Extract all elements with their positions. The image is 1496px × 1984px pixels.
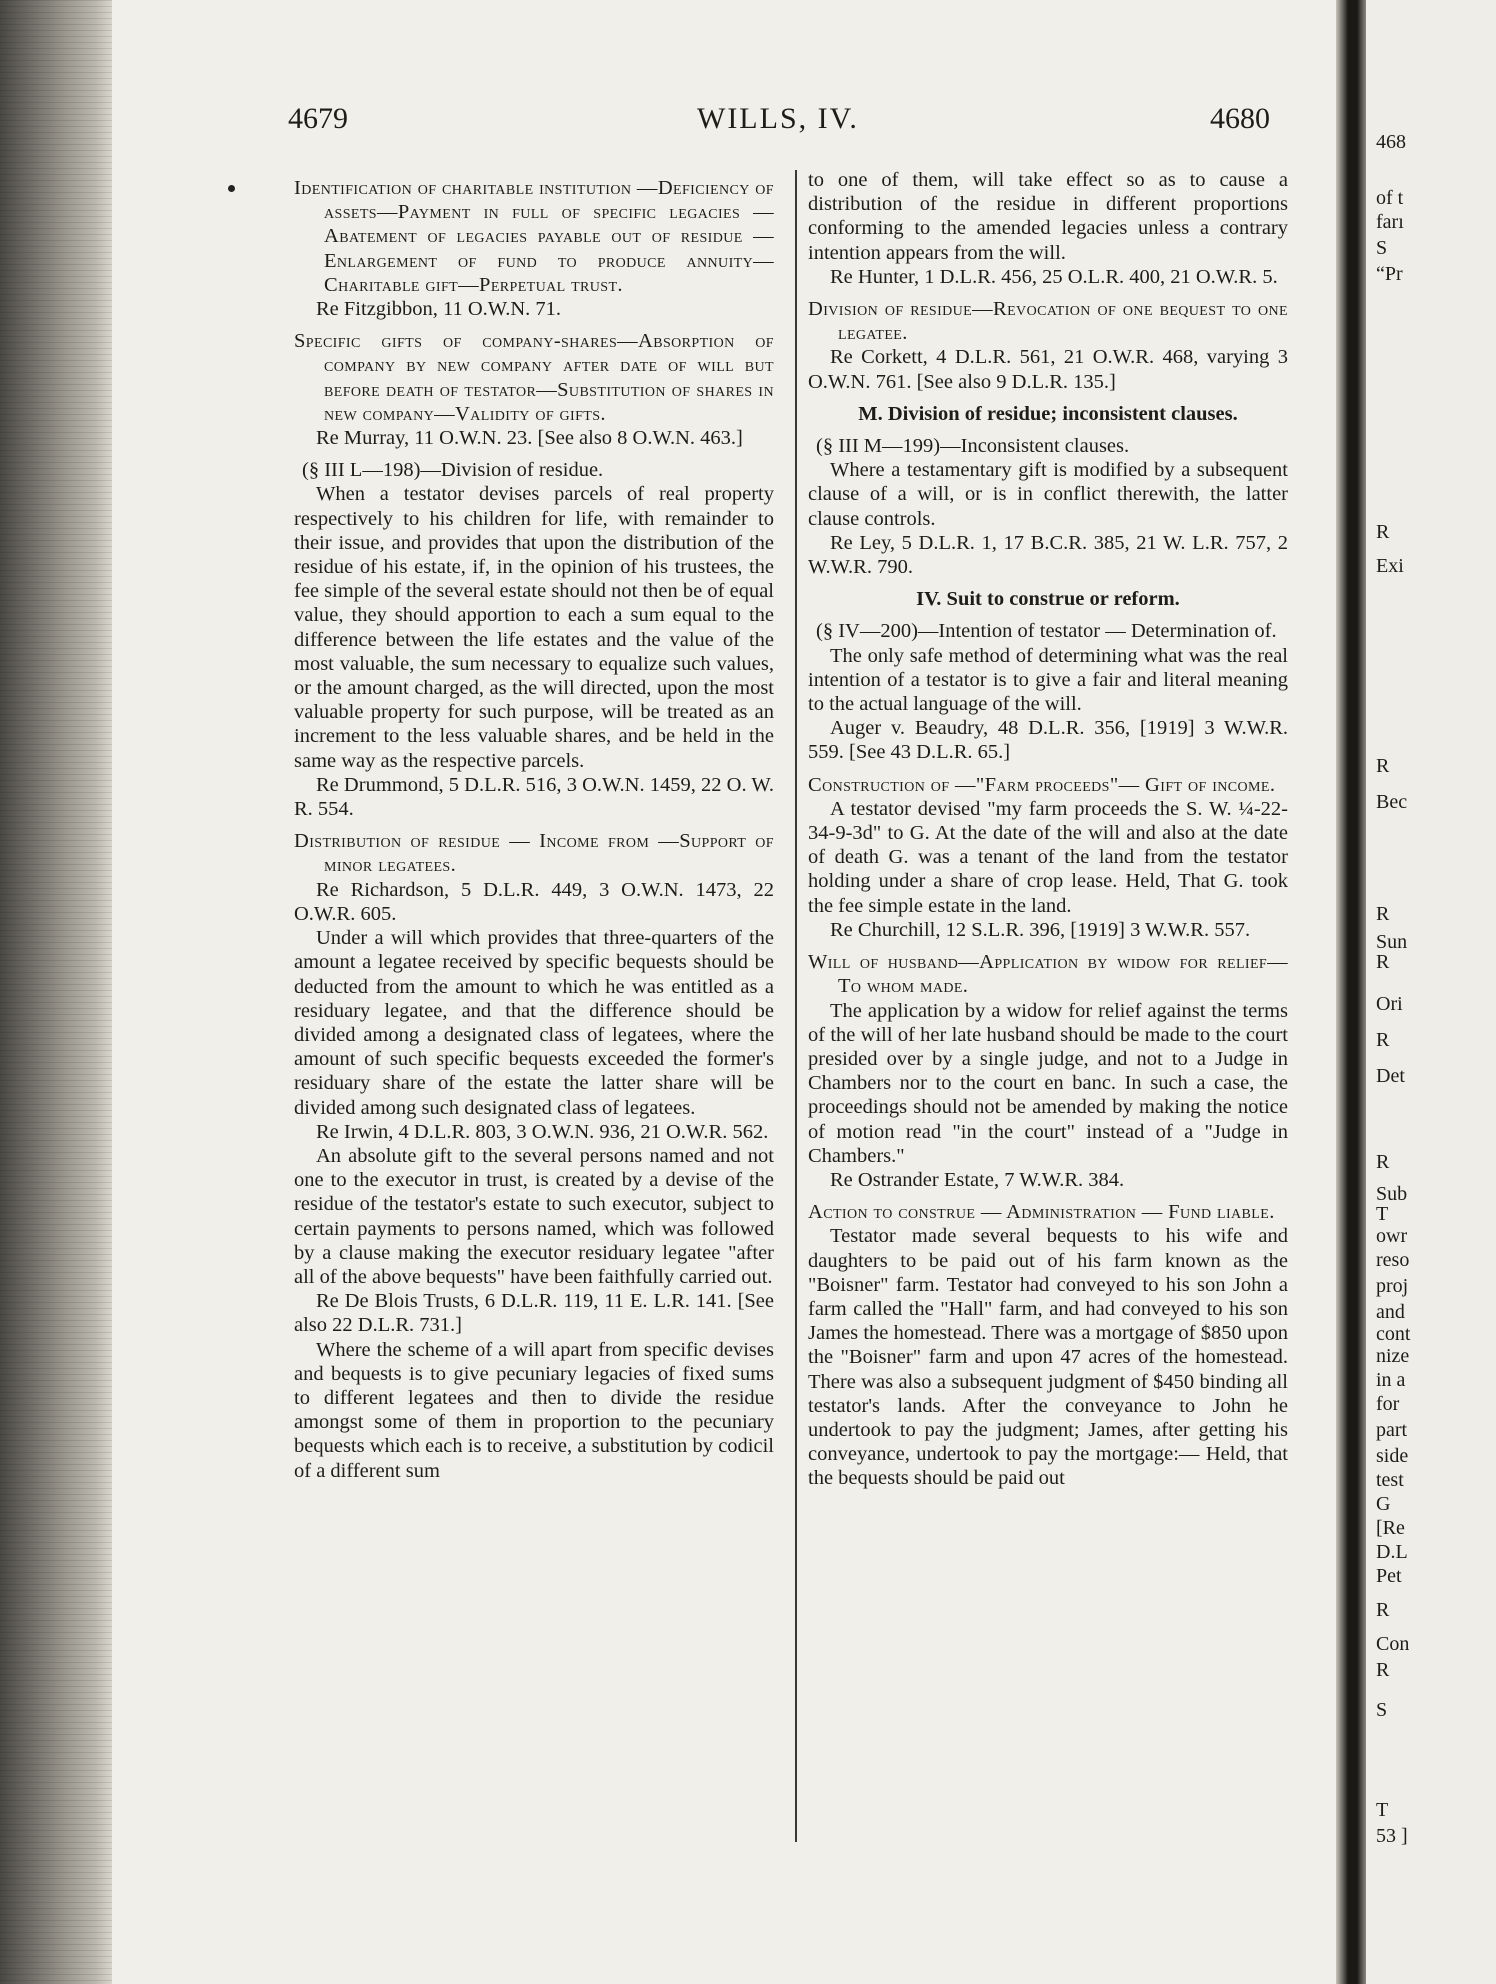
next-page-fragment: R — [1376, 521, 1390, 543]
next-page-fragment: Con — [1376, 1633, 1410, 1655]
next-page-fragment: nize — [1376, 1345, 1410, 1367]
cont-paragraph: to one of them, will take effect so as to cause a distribution of the residue in different proportions conforming to the amended legacies unless a contrary intention appears from the will. — [808, 169, 1288, 264]
body-paragraph: Under a will which provides that three-quarters of the amount a legatee received by specific bequests should be deducted from the amount to which he was entitled as a residuary legatee, and that the difference should be divided among a designated class of legatees, where the amount of such specific bequests exceeded the former's residuary share of the estate the latter share will be divided among such designated class of legatees. — [294, 927, 774, 1119]
next-page-fragment: test — [1376, 1469, 1404, 1491]
next-page-fragment: R — [1376, 755, 1390, 777]
cite-paragraph: Re Drummond, 5 D.L.R. 516, 3 O.W.N. 1459, 22 O. W. R. 554. — [294, 773, 774, 821]
next-page-fragment: “Pr — [1376, 263, 1403, 285]
heading-paragraph — [294, 176, 774, 297]
cite-paragraph: Re Ostrander Estate, 7 W.W.R. 384. — [830, 1168, 1125, 1191]
next-page-fragment: owr — [1376, 1225, 1408, 1247]
next-page-fragment: Pet — [1376, 1565, 1402, 1587]
next-page-fragment: 53 ] — [1376, 1825, 1408, 1847]
cite-paragraph: Re Irwin, 4 D.L.R. 803, 3 O.W.N. 936, 21 O.W.R. 562. — [316, 1120, 769, 1143]
next-page-fragment: G — [1376, 1493, 1391, 1515]
next-page-fragment: 468 — [1376, 131, 1406, 153]
body-paragraph: Where a testamentary gift is modified by a subsequent clause of a will, or is in conflict therewith, the latter clause controls. — [808, 459, 1288, 530]
headnote-caption: Action to construe — Administration — Fund liable. — [808, 1201, 1275, 1224]
cite-paragraph: Re Corkett, 4 D.L.R. 561, 21 O.W.R. 468, varying 3 O.W.N. 761. [See also 9 D.L.R. 135.] — [808, 346, 1288, 393]
body-paragraph: An absolute gift to the several persons named and not one to the executor in trust, is created by a devise of the residue of the testator's estate to such executor, subject to certain payments to persons named, which was followed by a clause making the executor residuary legatee "after all of the above bequests" have been faithfully carried out. — [294, 1144, 774, 1288]
body-paragraph: Testator made several bequests to his wife and daughters to be paid out of his farm known as the "Boisner" farm. Testator had conveyed to his son John a farm called the "Hall" farm, and had conveyed to his son James the homestead. There was a mortgage of $850 upon the "Boisner" farm and upon 47 acres of the homestead. There was also a subsequent judgment of $450 binding all testator's lands. After the conveyance to John he undertook to pay the judgment; James, after getting his conveyance, undertook to pay the mortgage:— Held, that the bequests should be paid out — [808, 1225, 1288, 1490]
next-page-fragment: Exi — [1376, 555, 1404, 577]
body-paragraph: The only safe method of determining what was the real intention of a testator is to give a fair and literal meaning to the actual language of the will. — [808, 644, 1288, 716]
cite-paragraph: Re Fitzgibbon, 11 O.W.N. 71. — [316, 298, 562, 321]
next-page-fragment: for — [1376, 1393, 1400, 1415]
center-paragraph: IV. Suit to construe or reform. — [916, 588, 1180, 611]
headnote-caption: Distribution of residue — Income from —Support of minor legatees. — [294, 830, 774, 877]
next-page-fragment: D.L — [1376, 1541, 1408, 1563]
next-page-fragment: Bec — [1376, 791, 1408, 813]
column-divider-rule — [795, 170, 797, 1842]
next-page-fragment: Ori — [1376, 993, 1403, 1015]
body-paragraph: When a testator devises parcels of real property respectively to his children for life, with remainder to their issue, and provides that upon the distribution of the residue of his estate, if, in the opinion of his trustees, the fee simple of the several estate should not then be of equal value, they should apportion to each a sum equal to the difference between the life estates and the value of the most valuable, the sum necessary to equalize such values, or the amount charged, as the will directed, upon the most valuable property for such purpose, will be treated as an increment to the less valuable shares, and be held in the same way as the respective parcels. — [294, 483, 774, 772]
next-page-fragment: Sub — [1376, 1183, 1408, 1205]
margin-dot-mark — [228, 185, 235, 192]
right-text-column — [808, 168, 1288, 1491]
next-page-fragment: [Re — [1376, 1517, 1405, 1539]
next-page-fragment: R — [1376, 1659, 1390, 1681]
cite-paragraph: Auger v. Beaudry, 48 D.L.R. 356, [1919] 3 W.W.R. 559. [See 43 D.L.R. 65.] — [808, 717, 1288, 764]
adjacent-page-strip — [1366, 0, 1496, 1984]
cite-paragraph: Re De Blois Trusts, 6 D.L.R. 119, 11 E. L.R. 141. [See also 22 D.L.R. 731.] — [294, 1290, 774, 1337]
cite-paragraph: Re Hunter, 1 D.L.R. 456, 25 O.L.R. 400, 21 O.W.R. 5. — [830, 265, 1278, 288]
body-paragraph: The application by a widow for relief against the terms of the will of her late husband should be made to the court presided over by a single judge, and not to a Judge in Chambers nor to the court en banc. In such a case, the proceedings should not be amended by making the notice of motion read "in the court" instead of a "Judge in Chambers." — [808, 999, 1288, 1167]
next-page-fragment: reso — [1376, 1249, 1410, 1271]
cite-paragraph: Re Ley, 5 D.L.R. 1, 17 B.C.R. 385, 21 W. L.R. 757, 2 W.W.R. 790. — [808, 531, 1288, 579]
next-page-fragment: proj — [1376, 1275, 1409, 1297]
next-page-fragment: R — [1376, 1029, 1390, 1051]
next-page-fragment: S — [1376, 237, 1388, 259]
next-page-fragment: T — [1376, 1799, 1389, 1821]
section-paragraph: (§ IV—200)—Intention of testator — Determination of. — [816, 620, 1277, 643]
section-paragraph: (§ III M—199)—Inconsistent clauses. — [816, 435, 1130, 458]
running-title: WILLS, IV. — [697, 102, 859, 135]
right-page-number: 4680 — [1210, 102, 1270, 135]
cite-paragraph: Re Murray, 11 O.W.N. 23. [See also 8 O.W.N. 463.] — [316, 427, 743, 450]
next-page-fragment: S — [1376, 1699, 1388, 1721]
headnote-caption: Identification of charitable institution —Deficiency of assets—Payment in full of specific legacies — Abatement of legacies payable out of residue — Enlargement of fund to produce annuity—Charitable gift—Perpetual trust. — [294, 177, 774, 296]
next-page-fragment: part — [1376, 1419, 1408, 1441]
headnote-caption: Division of residue—Revocation of one bequest to one legatee. — [808, 298, 1288, 345]
subhead-paragraph: M. Division of residue; inconsistent clauses. — [858, 402, 1238, 425]
headnote-caption: Specific gifts of company-shares—Absorption of company by new company after date of will but before death of testator—Substitution of shares in new company—Validity of gifts. — [294, 330, 774, 425]
headnote-caption: Will of husband—Application by widow for relief—To whom made. — [808, 951, 1288, 998]
next-page-fragment: Det — [1376, 1065, 1405, 1087]
next-page-fragment: R — [1376, 1151, 1390, 1173]
heading-paragraph — [808, 1200, 1288, 1224]
next-page-fragment: and — [1376, 1301, 1405, 1323]
page-edges-texture — [0, 0, 112, 1984]
body-paragraph: Where the scheme of a will apart from specific devises and bequests is to give pecuniary legacies of fixed sums to different legatees and then to divide the residue amongst some of them in proportion to the pecuniary bequests which each is to receive, a substitution by codicil of a different sum — [294, 1338, 774, 1482]
next-page-fragment: Sun — [1376, 931, 1408, 953]
left-page-number: 4679 — [288, 102, 348, 135]
book-gutter-shadow — [1336, 0, 1366, 1984]
section-paragraph: (§ III L—198)—Division of residue. — [302, 459, 604, 482]
heading-paragraph — [294, 829, 774, 877]
heading-paragraph — [808, 773, 1288, 797]
left-text-column — [294, 168, 774, 1483]
headnote-caption: Construction of —"Farm proceeds"— Gift of income. — [808, 773, 1276, 796]
next-page-fragment: R — [1376, 951, 1390, 973]
next-page-fragment: R — [1376, 1599, 1390, 1621]
cite-paragraph: Re Richardson, 5 D.L.R. 449, 3 O.W.N. 1473, 22 O.W.R. 605. — [294, 878, 774, 925]
cite-paragraph: Re Churchill, 12 S.L.R. 396, [1919] 3 W.W.R. 557. — [830, 918, 1251, 941]
heading-paragraph — [808, 297, 1288, 345]
next-page-fragment: T — [1376, 1203, 1389, 1225]
next-page-fragment: R — [1376, 903, 1390, 925]
heading-paragraph — [294, 329, 774, 426]
heading-paragraph — [808, 950, 1288, 998]
next-page-fragment: cont — [1376, 1323, 1411, 1345]
body-paragraph: A testator devised "my farm proceeds the S. W. ¼-22-34-9-3d" to G. At the date of the will and also at the date of death G. was a tenant of the land from the testator holding under a share of crop lease. Held, That G. took the fee simple estate in the land. — [808, 797, 1288, 917]
next-page-fragment: farı — [1376, 211, 1404, 233]
next-page-fragment: of t — [1376, 187, 1404, 209]
next-page-fragment: in a — [1376, 1369, 1406, 1391]
next-page-fragment: side — [1376, 1445, 1409, 1467]
